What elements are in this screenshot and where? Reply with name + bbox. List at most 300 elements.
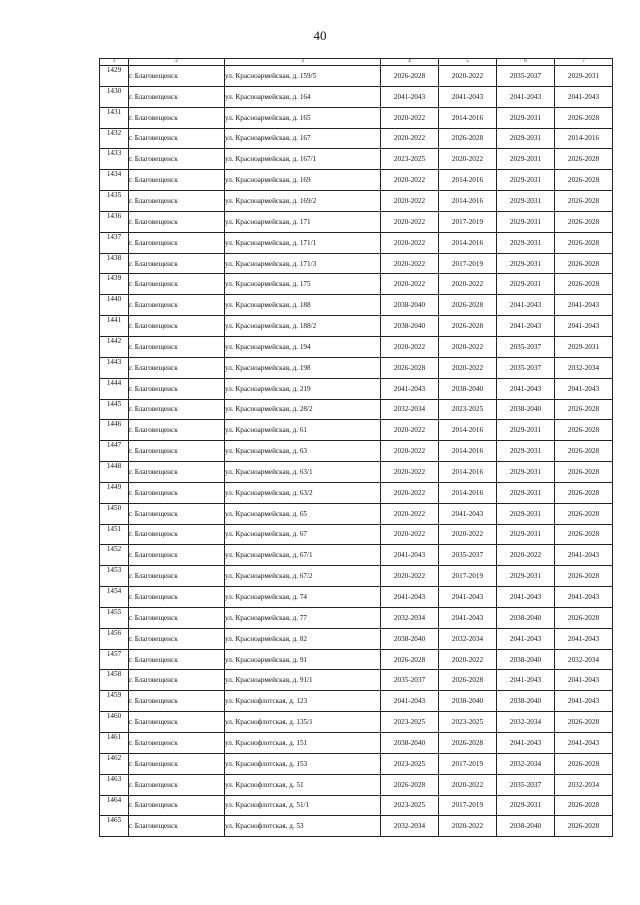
period-cell: 2014-2016 xyxy=(439,462,497,483)
table-row xyxy=(100,441,613,462)
address-cell: ул. Красноармейская, д. 169 xyxy=(225,170,381,191)
row-number: 1430 xyxy=(100,86,129,107)
period-cell: 2026-2028 xyxy=(555,274,613,295)
city-cell: г. Благовещенск xyxy=(129,86,225,107)
address-cell: ул. Красноармейская, д. 188/2 xyxy=(225,316,381,337)
period-cell: 2023-2025 xyxy=(381,149,439,170)
address-cell: ул. Красноармейская, д. 198 xyxy=(225,357,381,378)
table-row xyxy=(100,649,613,670)
city-cell: г. Благовещенск xyxy=(129,753,225,774)
period-cell: 2038-2040 xyxy=(381,733,439,754)
city-cell: г. Благовещенск xyxy=(129,128,225,149)
period-cell: 2014-2016 xyxy=(439,191,497,212)
period-cell: 2038-2040 xyxy=(497,816,555,837)
period-cell: 2029-2031 xyxy=(497,253,555,274)
period-cell: 2026-2028 xyxy=(555,191,613,212)
table-row xyxy=(100,357,613,378)
address-cell: ул. Красноармейская, д. 167 xyxy=(225,128,381,149)
period-cell: 2026-2028 xyxy=(555,607,613,628)
city-cell: г. Благовещенск xyxy=(129,316,225,337)
period-cell: 2029-2031 xyxy=(497,232,555,253)
city-cell: г. Благовещенск xyxy=(129,441,225,462)
city-cell: г. Благовещенск xyxy=(129,295,225,316)
period-cell: 2041-2043 xyxy=(497,733,555,754)
period-cell: 2017-2019 xyxy=(439,211,497,232)
address-cell: ул. Красноармейская, д. 159/5 xyxy=(225,66,381,87)
period-cell: 2041-2043 xyxy=(497,295,555,316)
city-cell: г. Благовещенск xyxy=(129,357,225,378)
address-cell: ул. Красноармейская, д. 82 xyxy=(225,628,381,649)
period-cell: 2041-2043 xyxy=(555,378,613,399)
row-number: 1439 xyxy=(100,274,129,295)
period-cell: 2026-2028 xyxy=(555,753,613,774)
period-cell: 2032-2034 xyxy=(497,753,555,774)
period-cell: 2014-2016 xyxy=(439,232,497,253)
address-cell: ул. Красноармейская, д. 91/1 xyxy=(225,670,381,691)
period-cell: 2017-2019 xyxy=(439,753,497,774)
city-cell: г. Благовещенск xyxy=(129,66,225,87)
period-cell: 2026-2028 xyxy=(555,107,613,128)
row-number: 1440 xyxy=(100,295,129,316)
address-cell: ул. Красноармейская, д. 77 xyxy=(225,607,381,628)
period-cell: 2041-2043 xyxy=(439,587,497,608)
period-cell: 2023-2025 xyxy=(439,399,497,420)
period-cell: 2020-2022 xyxy=(439,816,497,837)
period-cell: 2026-2028 xyxy=(555,441,613,462)
period-cell: 2020-2022 xyxy=(381,566,439,587)
row-number: 1458 xyxy=(100,670,129,691)
table-row xyxy=(100,482,613,503)
period-cell: 2020-2022 xyxy=(381,420,439,441)
table-row xyxy=(100,712,613,733)
row-number: 1436 xyxy=(100,211,129,232)
period-cell: 2026-2028 xyxy=(555,399,613,420)
row-number: 1443 xyxy=(100,357,129,378)
city-cell: г. Благовещенск xyxy=(129,628,225,649)
address-cell: ул. Красноармейская, д. 61 xyxy=(225,420,381,441)
period-cell: 2035-2037 xyxy=(497,336,555,357)
period-cell: 2041-2043 xyxy=(381,545,439,566)
row-number: 1431 xyxy=(100,107,129,128)
address-cell: ул. Красноармейская, д. 28/2 xyxy=(225,399,381,420)
period-cell: 2026-2028 xyxy=(555,795,613,816)
period-cell: 2020-2022 xyxy=(381,441,439,462)
city-cell: г. Благовещенск xyxy=(129,232,225,253)
period-cell: 2023-2025 xyxy=(439,712,497,733)
city-cell: г. Благовещенск xyxy=(129,649,225,670)
period-cell: 2026-2028 xyxy=(555,462,613,483)
city-cell: г. Благовещенск xyxy=(129,462,225,483)
row-number: 1437 xyxy=(100,232,129,253)
table-row xyxy=(100,316,613,337)
period-cell: 2029-2031 xyxy=(497,524,555,545)
table-row xyxy=(100,462,613,483)
city-cell: г. Благовещенск xyxy=(129,607,225,628)
row-number: 1441 xyxy=(100,316,129,337)
period-cell: 2026-2028 xyxy=(381,774,439,795)
period-cell: 2026-2028 xyxy=(439,733,497,754)
table-row xyxy=(100,587,613,608)
city-cell: г. Благовещенск xyxy=(129,107,225,128)
column-number: 5 xyxy=(439,59,497,66)
period-cell: 2017-2019 xyxy=(439,253,497,274)
table-row xyxy=(100,170,613,191)
address-cell: ул. Краснофлотская, д. 153 xyxy=(225,753,381,774)
row-number: 1452 xyxy=(100,545,129,566)
address-cell: ул. Красноармейская, д. 171/3 xyxy=(225,253,381,274)
city-cell: г. Благовещенск xyxy=(129,211,225,232)
period-cell: 2020-2022 xyxy=(439,66,497,87)
period-cell: 2029-2031 xyxy=(497,503,555,524)
address-cell: ул. Краснофлотская, д. 151 xyxy=(225,733,381,754)
period-cell: 2041-2043 xyxy=(381,587,439,608)
period-cell: 2026-2028 xyxy=(381,357,439,378)
period-cell: 2041-2043 xyxy=(555,545,613,566)
period-cell: 2020-2022 xyxy=(381,191,439,212)
address-cell: ул. Красноармейская, д. 194 xyxy=(225,336,381,357)
table-row xyxy=(100,274,613,295)
period-cell: 2026-2028 xyxy=(381,66,439,87)
period-cell: 2032-2034 xyxy=(439,628,497,649)
period-cell: 2029-2031 xyxy=(497,211,555,232)
city-cell: г. Благовещенск xyxy=(129,712,225,733)
address-cell: ул. Красноармейская, д. 63/2 xyxy=(225,482,381,503)
row-number: 1461 xyxy=(100,733,129,754)
city-cell: г. Благовещенск xyxy=(129,336,225,357)
table-row xyxy=(100,628,613,649)
period-cell: 2020-2022 xyxy=(381,107,439,128)
address-cell: ул. Красноармейская, д. 65 xyxy=(225,503,381,524)
period-cell: 2041-2043 xyxy=(555,670,613,691)
period-cell: 2041-2043 xyxy=(439,503,497,524)
period-cell: 2020-2022 xyxy=(381,336,439,357)
table-row xyxy=(100,670,613,691)
register-table xyxy=(99,58,613,837)
period-cell: 2026-2028 xyxy=(555,170,613,191)
period-cell: 2041-2043 xyxy=(555,587,613,608)
city-cell: г. Благовещенск xyxy=(129,795,225,816)
period-cell: 2020-2022 xyxy=(381,274,439,295)
address-cell: ул. Красноармейская, д. 171 xyxy=(225,211,381,232)
period-cell: 2029-2031 xyxy=(555,66,613,87)
period-cell: 2032-2034 xyxy=(555,774,613,795)
table-row xyxy=(100,232,613,253)
period-cell: 2041-2043 xyxy=(381,378,439,399)
period-cell: 2020-2022 xyxy=(381,170,439,191)
period-cell: 2032-2034 xyxy=(381,607,439,628)
address-cell: ул. Красноармейская, д. 188 xyxy=(225,295,381,316)
table-row xyxy=(100,107,613,128)
address-cell: ул. Красноармейская, д. 169/2 xyxy=(225,191,381,212)
period-cell: 2029-2031 xyxy=(497,128,555,149)
row-number: 1445 xyxy=(100,399,129,420)
row-number: 1447 xyxy=(100,441,129,462)
table-row xyxy=(100,128,613,149)
address-cell: ул. Красноармейская, д. 91 xyxy=(225,649,381,670)
period-cell: 2020-2022 xyxy=(439,524,497,545)
period-cell: 2038-2040 xyxy=(381,295,439,316)
period-cell: 2020-2022 xyxy=(439,149,497,170)
period-cell: 2014-2016 xyxy=(439,107,497,128)
period-cell: 2041-2043 xyxy=(497,628,555,649)
page-number: 40 xyxy=(313,28,327,43)
period-cell: 2020-2022 xyxy=(439,336,497,357)
period-cell: 2026-2028 xyxy=(555,712,613,733)
period-cell: 2038-2040 xyxy=(497,607,555,628)
row-number: 1429 xyxy=(100,66,129,87)
period-cell: 2029-2031 xyxy=(497,420,555,441)
city-cell: г. Благовещенск xyxy=(129,253,225,274)
period-cell: 2029-2031 xyxy=(497,566,555,587)
period-cell: 2041-2043 xyxy=(497,86,555,107)
period-cell: 2026-2028 xyxy=(555,816,613,837)
period-cell: 2026-2028 xyxy=(381,649,439,670)
row-number: 1438 xyxy=(100,253,129,274)
period-cell: 2041-2043 xyxy=(381,691,439,712)
table-row xyxy=(100,66,613,87)
period-cell: 2026-2028 xyxy=(439,670,497,691)
period-cell: 2038-2040 xyxy=(439,691,497,712)
row-number: 1464 xyxy=(100,795,129,816)
period-cell: 2041-2043 xyxy=(381,86,439,107)
period-cell: 2029-2031 xyxy=(497,149,555,170)
city-cell: г. Благовещенск xyxy=(129,566,225,587)
period-cell: 2020-2022 xyxy=(381,482,439,503)
city-cell: г. Благовещенск xyxy=(129,524,225,545)
period-cell: 2029-2031 xyxy=(497,191,555,212)
address-cell: ул. Краснофлотская, д. 53 xyxy=(225,816,381,837)
city-cell: г. Благовещенск xyxy=(129,191,225,212)
column-number: 3 xyxy=(225,59,381,66)
period-cell: 2032-2034 xyxy=(381,399,439,420)
row-number: 1454 xyxy=(100,587,129,608)
city-cell: г. Благовещенск xyxy=(129,170,225,191)
table-row xyxy=(100,336,613,357)
row-number: 1456 xyxy=(100,628,129,649)
city-cell: г. Благовещенск xyxy=(129,503,225,524)
row-number: 1455 xyxy=(100,607,129,628)
city-cell: г. Благовещенск xyxy=(129,545,225,566)
period-cell: 2041-2043 xyxy=(497,587,555,608)
period-cell: 2026-2028 xyxy=(555,253,613,274)
period-cell: 2038-2040 xyxy=(497,399,555,420)
row-number: 1460 xyxy=(100,712,129,733)
row-number: 1446 xyxy=(100,420,129,441)
period-cell: 2029-2031 xyxy=(497,482,555,503)
period-cell: 2023-2025 xyxy=(381,795,439,816)
address-cell: ул. Красноармейская, д. 67 xyxy=(225,524,381,545)
row-number: 1462 xyxy=(100,753,129,774)
period-cell: 2029-2031 xyxy=(555,336,613,357)
row-number: 1453 xyxy=(100,566,129,587)
period-cell: 2020-2022 xyxy=(497,545,555,566)
period-cell: 2020-2022 xyxy=(381,211,439,232)
table-row xyxy=(100,295,613,316)
period-cell: 2014-2016 xyxy=(555,128,613,149)
period-cell: 2029-2031 xyxy=(497,107,555,128)
city-cell: г. Благовещенск xyxy=(129,378,225,399)
period-cell: 2026-2028 xyxy=(555,211,613,232)
table-row xyxy=(100,378,613,399)
period-cell: 2041-2043 xyxy=(555,295,613,316)
address-cell: ул. Краснофлотская, д. 51 xyxy=(225,774,381,795)
address-cell: ул. Краснофлотская, д. 123 xyxy=(225,691,381,712)
period-cell: 2032-2034 xyxy=(555,357,613,378)
row-number: 1459 xyxy=(100,691,129,712)
period-cell: 2020-2022 xyxy=(381,503,439,524)
row-number: 1433 xyxy=(100,149,129,170)
row-number: 1465 xyxy=(100,816,129,837)
period-cell: 2023-2025 xyxy=(381,753,439,774)
period-cell: 2041-2043 xyxy=(555,86,613,107)
address-cell: ул. Красноармейская, д. 167/1 xyxy=(225,149,381,170)
table-row xyxy=(100,191,613,212)
period-cell: 2017-2019 xyxy=(439,795,497,816)
period-cell: 2014-2016 xyxy=(439,420,497,441)
row-number: 1463 xyxy=(100,774,129,795)
address-cell: ул. Красноармейская, д. 67/2 xyxy=(225,566,381,587)
period-cell: 2014-2016 xyxy=(439,482,497,503)
period-cell: 2032-2034 xyxy=(381,816,439,837)
period-cell: 2026-2028 xyxy=(439,128,497,149)
city-cell: г. Благовещенск xyxy=(129,399,225,420)
period-cell: 2035-2037 xyxy=(497,66,555,87)
period-cell: 2041-2043 xyxy=(497,316,555,337)
table-row xyxy=(100,753,613,774)
row-number: 1444 xyxy=(100,378,129,399)
period-cell: 2020-2022 xyxy=(439,649,497,670)
period-cell: 2026-2028 xyxy=(555,503,613,524)
row-number: 1451 xyxy=(100,524,129,545)
period-cell: 2035-2037 xyxy=(439,545,497,566)
period-cell: 2017-2019 xyxy=(439,566,497,587)
city-cell: г. Благовещенск xyxy=(129,816,225,837)
table-body xyxy=(100,66,613,837)
period-cell: 2029-2031 xyxy=(497,462,555,483)
period-cell: 2041-2043 xyxy=(439,607,497,628)
row-number: 1434 xyxy=(100,170,129,191)
row-number: 1448 xyxy=(100,462,129,483)
period-cell: 2020-2022 xyxy=(381,253,439,274)
period-cell: 2026-2028 xyxy=(439,316,497,337)
address-cell: ул. Красноармейская, д. 63 xyxy=(225,441,381,462)
period-cell: 2026-2028 xyxy=(555,524,613,545)
address-cell: ул. Краснофлотская, д. 135/1 xyxy=(225,712,381,733)
period-cell: 2029-2031 xyxy=(497,170,555,191)
table-row xyxy=(100,733,613,754)
period-cell: 2014-2016 xyxy=(439,441,497,462)
period-cell: 2020-2022 xyxy=(439,774,497,795)
table-row xyxy=(100,399,613,420)
address-cell: ул. Красноармейская, д. 67/1 xyxy=(225,545,381,566)
period-cell: 2020-2022 xyxy=(439,274,497,295)
column-number-row xyxy=(100,59,613,66)
period-cell: 2035-2037 xyxy=(497,774,555,795)
table-row xyxy=(100,545,613,566)
period-cell: 2026-2028 xyxy=(555,149,613,170)
table-row xyxy=(100,816,613,837)
address-cell: ул. Красноармейская, д. 164 xyxy=(225,86,381,107)
address-cell: ул. Красноармейская, д. 175 xyxy=(225,274,381,295)
period-cell: 2041-2043 xyxy=(555,628,613,649)
row-number: 1432 xyxy=(100,128,129,149)
table-row xyxy=(100,774,613,795)
period-cell: 2026-2028 xyxy=(555,420,613,441)
column-number: 2 xyxy=(129,59,225,66)
period-cell: 2020-2022 xyxy=(381,232,439,253)
period-cell: 2035-2037 xyxy=(381,670,439,691)
table-row xyxy=(100,420,613,441)
period-cell: 2041-2043 xyxy=(555,316,613,337)
city-cell: г. Благовещенск xyxy=(129,774,225,795)
row-number: 1435 xyxy=(100,191,129,212)
city-cell: г. Благовещенск xyxy=(129,691,225,712)
table-row xyxy=(100,691,613,712)
row-number: 1449 xyxy=(100,482,129,503)
table-row xyxy=(100,524,613,545)
row-number: 1457 xyxy=(100,649,129,670)
period-cell: 2029-2031 xyxy=(497,795,555,816)
row-number: 1442 xyxy=(100,336,129,357)
period-cell: 2038-2040 xyxy=(381,316,439,337)
period-cell: 2026-2028 xyxy=(555,566,613,587)
period-cell: 2032-2034 xyxy=(497,712,555,733)
address-cell: ул. Красноармейская, д. 74 xyxy=(225,587,381,608)
period-cell: 2041-2043 xyxy=(555,691,613,712)
period-cell: 2038-2040 xyxy=(381,628,439,649)
period-cell: 2026-2028 xyxy=(555,232,613,253)
period-cell: 2038-2040 xyxy=(439,378,497,399)
address-cell: ул. Красноармейская, д. 171/1 xyxy=(225,232,381,253)
period-cell: 2026-2028 xyxy=(555,482,613,503)
city-cell: г. Благовещенск xyxy=(129,274,225,295)
row-number: 1450 xyxy=(100,503,129,524)
city-cell: г. Благовещенск xyxy=(129,670,225,691)
period-cell: 2035-2037 xyxy=(497,357,555,378)
period-cell: 2020-2022 xyxy=(381,128,439,149)
table-row xyxy=(100,503,613,524)
period-cell: 2026-2028 xyxy=(439,295,497,316)
period-cell: 2041-2043 xyxy=(497,378,555,399)
table-row xyxy=(100,149,613,170)
period-cell: 2020-2022 xyxy=(439,357,497,378)
table-row xyxy=(100,253,613,274)
period-cell: 2041-2043 xyxy=(555,733,613,754)
address-cell: ул. Красноармейская, д. 219 xyxy=(225,378,381,399)
column-number: 7 xyxy=(555,59,613,66)
period-cell: 2038-2040 xyxy=(497,691,555,712)
city-cell: г. Благовещенск xyxy=(129,420,225,441)
table-row xyxy=(100,211,613,232)
period-cell: 2038-2040 xyxy=(497,649,555,670)
column-number: 6 xyxy=(497,59,555,66)
city-cell: г. Благовещенск xyxy=(129,149,225,170)
period-cell: 2023-2025 xyxy=(381,712,439,733)
address-cell: ул. Красноармейская, д. 63/1 xyxy=(225,462,381,483)
column-number: 4 xyxy=(381,59,439,66)
period-cell: 2041-2043 xyxy=(439,86,497,107)
period-cell: 2014-2016 xyxy=(439,170,497,191)
city-cell: г. Благовещенск xyxy=(129,482,225,503)
city-cell: г. Благовещенск xyxy=(129,587,225,608)
period-cell: 2032-2034 xyxy=(555,649,613,670)
table-row xyxy=(100,86,613,107)
period-cell: 2020-2022 xyxy=(381,462,439,483)
period-cell: 2041-2043 xyxy=(497,670,555,691)
table-row xyxy=(100,566,613,587)
period-cell: 2029-2031 xyxy=(497,441,555,462)
address-cell: ул. Красноармейская, д. 165 xyxy=(225,107,381,128)
